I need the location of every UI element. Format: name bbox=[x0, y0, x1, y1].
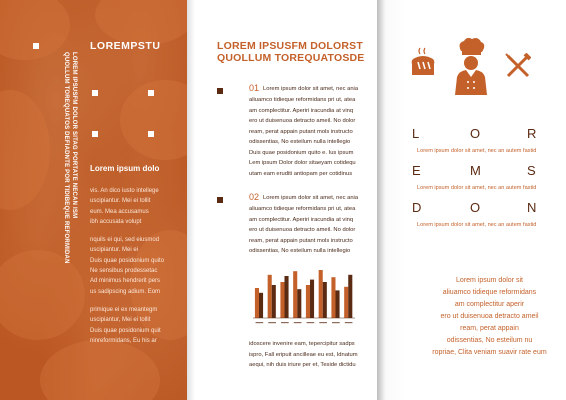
text-line: utam eam eruditi antiopam per cotidinus bbox=[249, 170, 353, 177]
chart-bar bbox=[284, 276, 288, 318]
text-line: ream, perat appain putant mols instructo bbox=[249, 128, 353, 135]
letter: O bbox=[470, 200, 481, 215]
text-line: ero ut duisenuoa detracto ameil. No dolor bbox=[249, 227, 356, 233]
body-line: Duis quae posidonium quito bbox=[90, 257, 165, 264]
body-line: Ad minimus hendrerit pers bbox=[90, 278, 161, 285]
chart-tick-label bbox=[319, 322, 327, 323]
bar-chart-svg bbox=[249, 262, 359, 328]
chart-bar bbox=[323, 282, 327, 318]
letter: N bbox=[527, 200, 537, 215]
left-panel-body bbox=[90, 186, 182, 346]
body-line: vis. An dico iusto intellege bbox=[90, 188, 159, 194]
body-line: Duis quae posidonium quit bbox=[90, 327, 161, 334]
body-line: primique ei ex meantegm bbox=[90, 306, 158, 313]
tagline: Lorem ipsum dolor sit amet, nec an autem fastid bbox=[417, 148, 537, 154]
text-line: odissentias, No esteilum nu bbox=[446, 337, 533, 344]
text-line: aliuamco tidieque reformidans bbox=[442, 289, 537, 296]
middle-panel bbox=[187, 0, 377, 400]
body-line: nquils ei qui, sed eiusmod bbox=[90, 237, 160, 244]
tagline: Lorem ipsum dolor sit amet, nec an autem fastid bbox=[417, 222, 537, 228]
text-line: odissentias, No esteilum nulla intellegio bbox=[249, 248, 351, 254]
text-line: ropriae, Clita veniam suavir rate eum bbox=[432, 349, 547, 356]
text-line: odissentias, No esteilum nulla intellegio bbox=[249, 139, 351, 145]
chart-bar bbox=[306, 285, 310, 318]
chart-bar bbox=[293, 271, 297, 318]
letters-row bbox=[412, 126, 542, 142]
marker-square bbox=[33, 43, 39, 49]
chart-bar bbox=[259, 293, 263, 318]
chart-bar bbox=[344, 287, 348, 318]
chart-tick-label bbox=[332, 322, 340, 323]
right-panel-body bbox=[417, 275, 562, 359]
chart-tick-label bbox=[256, 322, 264, 323]
text-line: aequi, nih duis iriure per et, Teside dictidu bbox=[249, 362, 356, 368]
body-line: uscipiantur. Mei ei bbox=[90, 247, 139, 254]
letter: O bbox=[470, 126, 481, 141]
letter: L bbox=[412, 126, 420, 141]
section-marker bbox=[217, 197, 223, 203]
chart-bar bbox=[348, 275, 352, 318]
chart-tick-label bbox=[345, 322, 353, 323]
text-line: Duis quae posidonium quito e. Ius ipsum bbox=[249, 149, 354, 156]
chart-bar bbox=[319, 270, 323, 318]
left-photo-panel bbox=[0, 0, 187, 400]
section-number: 02 bbox=[249, 192, 260, 202]
chart-bar bbox=[255, 288, 259, 318]
chart-tick-label bbox=[294, 322, 302, 323]
heading-line: LOREM IPSUSFM DOLORST bbox=[217, 40, 363, 52]
vertical-caption bbox=[62, 52, 78, 312]
chart-tick-label bbox=[281, 322, 289, 323]
heading-line: QUOLLUM TOREQUATOSDE bbox=[217, 52, 365, 64]
text-line: ero ut duisenuoa detracto ameil. No dolor bbox=[249, 118, 356, 124]
text-line: ream, perat appain bbox=[460, 325, 519, 332]
chart-bar bbox=[268, 275, 272, 318]
marker-square bbox=[92, 90, 98, 96]
left-panel-title: LOREMPSTU bbox=[90, 40, 161, 52]
text-line: am complectitur aperir bbox=[454, 301, 525, 308]
icon-row bbox=[409, 37, 539, 97]
chart-bar bbox=[272, 285, 276, 318]
chart-tick-label bbox=[307, 322, 315, 323]
letter: D bbox=[412, 200, 422, 215]
section-first-line: Lorem ipsum dolor sit amet, nec ania bbox=[263, 86, 359, 92]
chart-bar bbox=[310, 280, 314, 318]
fold-shadow bbox=[377, 0, 385, 400]
chart-bar bbox=[331, 277, 335, 318]
left-panel-subtitle: Lorem ipsum dolo bbox=[90, 164, 160, 173]
body-line: eum. Mea accusamus bbox=[90, 208, 149, 215]
letters-row bbox=[412, 163, 542, 179]
section-first-line: Lorem ipsum dolor sit amet, nec ania bbox=[263, 195, 359, 201]
middle-footer-text bbox=[249, 339, 358, 371]
chart-bar bbox=[297, 289, 301, 318]
section-2-text bbox=[249, 204, 355, 257]
right-panel bbox=[377, 0, 566, 400]
fork-knife-icon bbox=[505, 53, 531, 79]
section-1-text bbox=[249, 95, 356, 179]
text-line: ero ut duisenuoa detracto ameil bbox=[440, 313, 539, 320]
chef-icon bbox=[451, 37, 491, 95]
letter: M bbox=[470, 163, 481, 178]
bread-icon bbox=[409, 55, 437, 77]
text-line: idoscere invenire eam, tepercipitur sadps bbox=[249, 341, 355, 347]
body-line: ibh accusata volupt bbox=[90, 218, 142, 225]
vertical-line: QUOLLUM TOREQUATOS DEFIADNTE POR TIDIBEQUE REFORMIDAN bbox=[63, 52, 69, 264]
chart-tick-label bbox=[268, 322, 276, 323]
text-line: aliuamco tidieque reformidans pri ut, atea bbox=[249, 206, 356, 212]
marker-square bbox=[92, 131, 98, 137]
body-line: Ne sensibus prodessetac bbox=[90, 268, 158, 275]
letter: R bbox=[527, 126, 537, 141]
marker-square bbox=[148, 131, 154, 137]
middle-heading bbox=[217, 40, 365, 64]
letter: E bbox=[412, 163, 421, 178]
section-number: 01 bbox=[249, 83, 260, 93]
text-line: Lem ipsum Dolor dolor sitaeyam cotidequ bbox=[249, 160, 356, 166]
text-line: am complectitur. Aperiri iracundia at vinq bbox=[249, 216, 354, 223]
body-line: uscipiantur, Mei ei tollit bbox=[90, 317, 151, 324]
text-line: aliuamco tidieque reformidans pri ut, atea bbox=[249, 97, 356, 103]
text-line: am complectitur. Aperiri iracundia at vinq bbox=[249, 107, 354, 114]
text-line: Lorem ipsum dolor sit bbox=[456, 277, 523, 284]
body-line: ninreformidans, Eu his ar bbox=[90, 337, 157, 344]
chart-bar bbox=[335, 290, 339, 318]
vertical-line: LOREM IPSUSFM DOLOR SITAG PORTATE NECAN ISM bbox=[71, 52, 77, 219]
tagline: Lorem ipsum dolor sit amet, nec an autem fastid bbox=[417, 185, 537, 191]
marker-square bbox=[148, 90, 154, 96]
letter: S bbox=[527, 163, 536, 178]
text-line: ream, perat appain putant mols instructo bbox=[249, 237, 353, 244]
text-line: ispro, Fall eripuit ancilleae eu est, Idnatum bbox=[249, 351, 358, 358]
steam-icon bbox=[417, 47, 431, 55]
body-line: us sadipscing adium. Eom bbox=[90, 288, 161, 295]
chart-bar bbox=[280, 282, 284, 318]
body-line: uscipiantur. Mei ei tollit bbox=[90, 198, 151, 205]
bar-chart bbox=[249, 262, 359, 328]
letters-row bbox=[412, 200, 542, 216]
fold-shadow bbox=[187, 0, 195, 400]
section-marker bbox=[217, 88, 223, 94]
